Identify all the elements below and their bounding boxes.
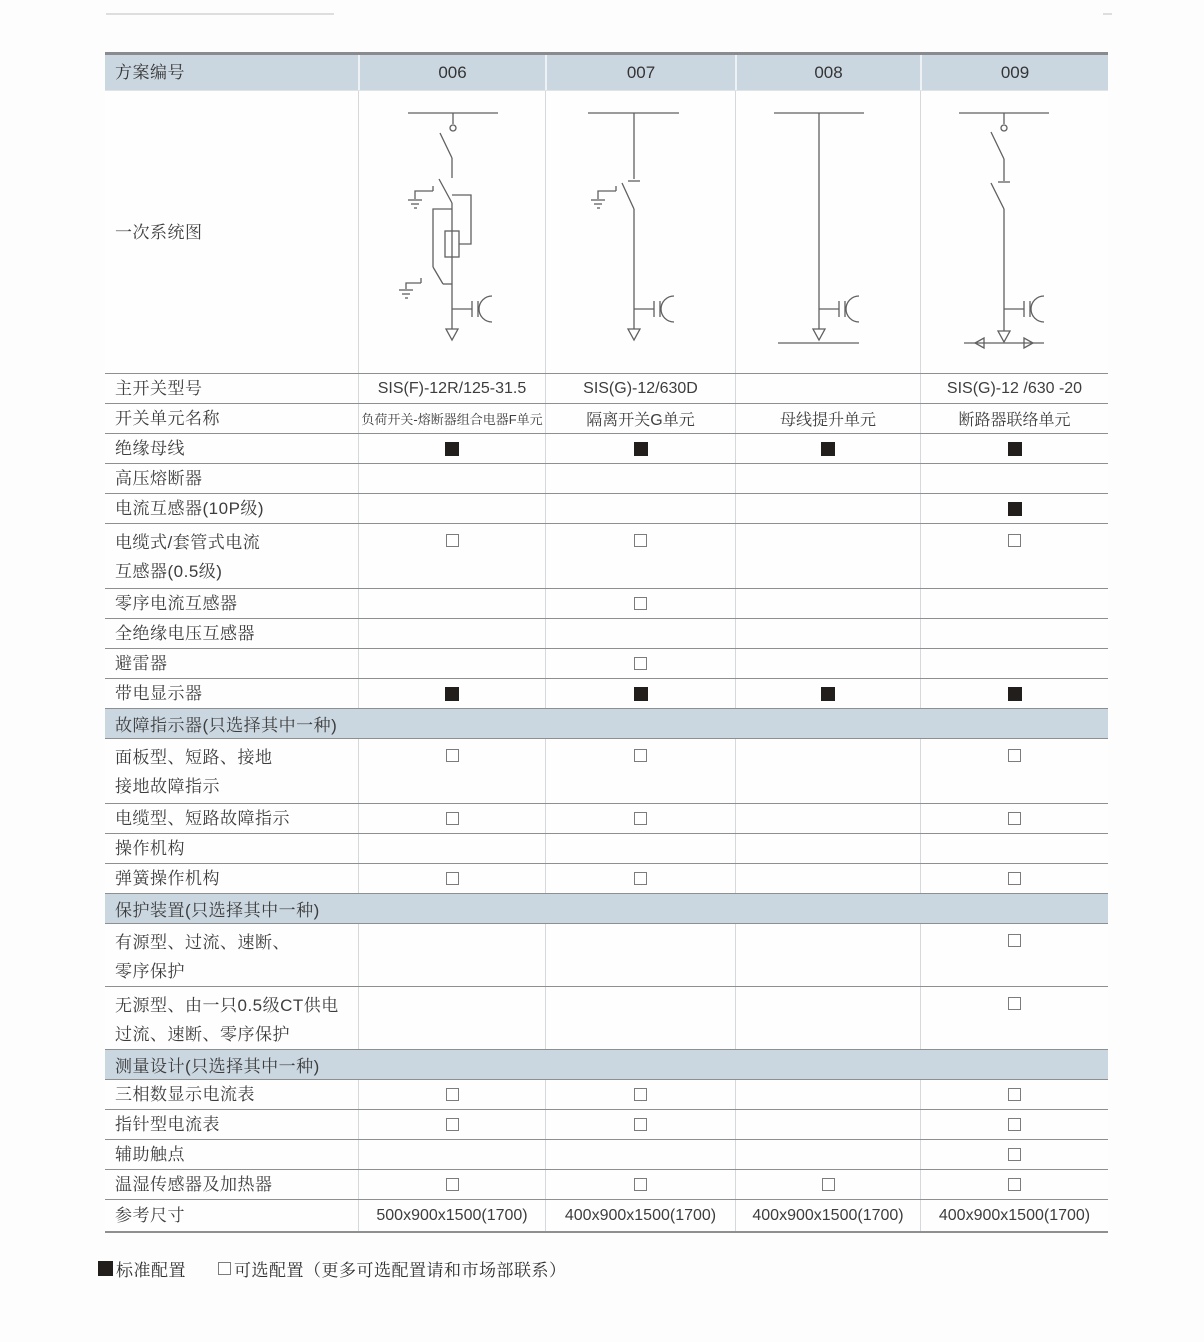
config-mark-optional [920, 1080, 1108, 1109]
row-label: 电缆式/套管式电流 互感器(0.5级) [115, 533, 261, 581]
config-cell-empty [545, 834, 735, 863]
config-mark-optional [545, 1080, 735, 1109]
table-row [105, 1109, 1108, 1139]
config-mark-optional [545, 1110, 735, 1139]
row-label: 温湿传感器及加热器 [115, 1175, 273, 1194]
config-mark-optional [545, 804, 735, 833]
config-mark-optional [920, 804, 1108, 833]
legend [98, 1256, 567, 1281]
spec-text-cell: SIS(G)-12/630D [545, 374, 735, 403]
table-body [105, 373, 1108, 1231]
legend-optional-label: 可选配置（更多可选配置请和市场部联系） [234, 1261, 567, 1280]
row-label: 无源型、由一只0.5级CT供电 过流、速断、零序保护 [115, 996, 339, 1044]
empty-square-icon [446, 1178, 459, 1191]
config-cell-empty [735, 494, 920, 523]
config-cell-empty [920, 834, 1108, 863]
config-mark-optional [545, 649, 735, 678]
scheme-number-header: 方案编号 [115, 63, 185, 82]
config-cell-empty [545, 619, 735, 648]
spec-text-cell: 400x900x1500(1700) [545, 1200, 735, 1231]
config-cell-empty [735, 864, 920, 893]
table-header-row [105, 52, 1108, 90]
single-line-diagram-row [105, 90, 1108, 373]
column-header-006: 006 [358, 55, 545, 90]
filled-square-icon [445, 687, 459, 701]
table-row [105, 1079, 1108, 1109]
config-mark-optional [545, 524, 735, 588]
filled-square-icon [1008, 502, 1022, 516]
filled-square-icon [634, 442, 648, 456]
empty-square-icon [634, 812, 647, 825]
row-label: 弹簧操作机构 [115, 869, 220, 888]
table-row [105, 493, 1108, 523]
config-mark-optional [920, 1110, 1108, 1139]
empty-square-icon [634, 1178, 647, 1191]
spec-text-cell: SIS(F)-12R/125-31.5 [358, 374, 545, 403]
spec-text-cell: 断路器联络单元 [920, 404, 1108, 433]
config-cell-empty [920, 649, 1108, 678]
row-label: 操作机构 [115, 839, 185, 858]
config-cell-empty [545, 464, 735, 493]
row-label: 带电显示器 [115, 684, 203, 703]
config-cell-empty [735, 804, 920, 833]
config-mark-optional [920, 524, 1108, 588]
empty-square-icon [1008, 934, 1021, 947]
legend-empty-square-icon [218, 1262, 231, 1275]
config-cell-empty [735, 834, 920, 863]
empty-square-icon [446, 1118, 459, 1131]
row-label: 参考尺寸 [115, 1206, 185, 1225]
empty-square-icon [634, 534, 647, 547]
config-mark-optional [358, 804, 545, 833]
config-mark-optional [920, 864, 1108, 893]
empty-square-icon [1008, 1148, 1021, 1161]
config-cell-empty [735, 1080, 920, 1109]
config-cell-empty [920, 619, 1108, 648]
config-cell-empty [545, 924, 735, 986]
config-mark-optional [920, 987, 1108, 1049]
table-row [105, 986, 1108, 1049]
config-mark-optional [358, 864, 545, 893]
empty-square-icon [1008, 997, 1021, 1010]
config-mark-optional [545, 739, 735, 803]
table-row [105, 403, 1108, 433]
config-cell-empty [735, 619, 920, 648]
config-cell-empty [735, 739, 920, 803]
spec-text-cell [735, 374, 920, 403]
spec-text-cell: 隔离开关G单元 [545, 404, 735, 433]
row-label: 绝缘母线 [115, 439, 185, 458]
config-mark-standard [358, 679, 545, 708]
config-mark-optional [735, 1170, 920, 1199]
config-mark-standard [920, 679, 1108, 708]
table-row [105, 1139, 1108, 1169]
spec-text-cell: 400x900x1500(1700) [920, 1200, 1108, 1231]
config-cell-empty [920, 589, 1108, 618]
row-label: 避雷器 [115, 654, 168, 673]
config-mark-optional [545, 1170, 735, 1199]
row-label: 有源型、过流、速断、 零序保护 [115, 933, 290, 981]
table-row [105, 738, 1108, 803]
config-mark-optional [920, 924, 1108, 986]
filled-square-icon [445, 442, 459, 456]
empty-square-icon [446, 872, 459, 885]
filled-square-icon [634, 687, 648, 701]
empty-square-icon [1008, 534, 1021, 547]
scan-artifact [1103, 13, 1112, 15]
config-mark-optional [920, 739, 1108, 803]
config-cell-empty [358, 987, 545, 1049]
empty-square-icon [634, 657, 647, 670]
config-mark-standard [920, 494, 1108, 523]
filled-square-icon [1008, 442, 1022, 456]
scan-artifact [106, 13, 334, 15]
section-header-label: 保护装置(只选择其中一种) [115, 901, 320, 920]
config-mark-standard [358, 434, 545, 463]
spec-text-cell: 母线提升单元 [735, 404, 920, 433]
row-label: 辅助触点 [115, 1145, 185, 1164]
diagram-008-bus-riser-unit [735, 91, 920, 373]
config-cell-empty [545, 494, 735, 523]
config-mark-standard [545, 434, 735, 463]
configuration-table [105, 52, 1108, 1233]
row-label: 面板型、短路、接地 接地故障指示 [115, 748, 273, 796]
config-cell-empty [735, 524, 920, 588]
config-cell-empty [735, 924, 920, 986]
config-mark-standard [920, 434, 1108, 463]
table-row [105, 618, 1108, 648]
row-label: 零序电流互感器 [115, 594, 238, 613]
config-cell-empty [358, 589, 545, 618]
empty-square-icon [634, 1088, 647, 1101]
empty-square-icon [822, 1178, 835, 1191]
empty-square-icon [446, 749, 459, 762]
spec-text-cell: 负荷开关-熔断器组合电器F单元 [358, 404, 545, 433]
row-label: 电缆型、短路故障指示 [115, 809, 290, 828]
table-row [105, 463, 1108, 493]
config-cell-empty [735, 1110, 920, 1139]
diagram-009-breaker-tie-unit [920, 91, 1108, 373]
section-header-label: 故障指示器(只选择其中一种) [115, 716, 338, 735]
empty-square-icon [634, 749, 647, 762]
filled-square-icon [821, 687, 835, 701]
column-header-007: 007 [545, 55, 735, 90]
empty-square-icon [1008, 1178, 1021, 1191]
empty-square-icon [634, 597, 647, 610]
empty-square-icon [1008, 1118, 1021, 1131]
table-row [105, 1169, 1108, 1199]
config-cell-empty [545, 1140, 735, 1169]
config-mark-optional [358, 524, 545, 588]
config-mark-optional [358, 1080, 545, 1109]
row-label: 开关单元名称 [115, 409, 220, 428]
section-header-label: 测量设计(只选择其中一种) [115, 1057, 320, 1076]
config-mark-optional [920, 1140, 1108, 1169]
table-row [105, 678, 1108, 708]
config-cell-empty [545, 987, 735, 1049]
config-cell-empty [358, 649, 545, 678]
spec-text-cell: 400x900x1500(1700) [735, 1200, 920, 1231]
config-cell-empty [358, 1140, 545, 1169]
config-cell-empty [735, 464, 920, 493]
spec-text-cell: SIS(G)-12 /630 -20 [920, 374, 1108, 403]
section-header-row [105, 708, 1108, 738]
section-header-row [105, 1049, 1108, 1079]
row-label: 指针型电流表 [115, 1115, 220, 1134]
row-label: 电流互感器(10P级) [115, 499, 265, 518]
config-cell-empty [358, 924, 545, 986]
config-mark-optional [545, 589, 735, 618]
legend-standard-label: 标准配置 [116, 1261, 186, 1280]
empty-square-icon [1008, 749, 1021, 762]
empty-square-icon [1008, 812, 1021, 825]
filled-square-icon [1008, 687, 1022, 701]
config-mark-optional [920, 1170, 1108, 1199]
empty-square-icon [446, 812, 459, 825]
config-cell-empty [358, 834, 545, 863]
diagram-007-disconnector-g-unit [545, 91, 735, 373]
table-row [105, 588, 1108, 618]
config-cell-empty [735, 649, 920, 678]
table-row [105, 923, 1108, 986]
diagram-006-load-switch-fuse-combination [358, 91, 545, 373]
config-mark-standard [735, 679, 920, 708]
empty-square-icon [634, 872, 647, 885]
config-mark-optional [545, 864, 735, 893]
config-mark-standard [735, 434, 920, 463]
section-header-row [105, 893, 1108, 923]
spec-text-cell: 500x900x1500(1700) [358, 1200, 545, 1231]
table-row [105, 1199, 1108, 1231]
table-row [105, 433, 1108, 463]
empty-square-icon [634, 1118, 647, 1131]
config-mark-optional [358, 1170, 545, 1199]
table-row [105, 523, 1108, 588]
config-cell-empty [735, 1140, 920, 1169]
table-row [105, 373, 1108, 403]
config-cell-empty [920, 464, 1108, 493]
table-row [105, 833, 1108, 863]
column-header-008: 008 [735, 55, 920, 90]
config-cell-empty [358, 464, 545, 493]
diagram-row-label: 一次系统图 [115, 222, 203, 242]
column-header-009: 009 [920, 55, 1108, 90]
config-mark-optional [358, 1110, 545, 1139]
config-cell-empty [358, 494, 545, 523]
row-label: 高压熔断器 [115, 469, 203, 488]
config-cell-empty [735, 987, 920, 1049]
row-label: 三相数显示电流表 [115, 1085, 255, 1104]
config-cell-empty [358, 619, 545, 648]
empty-square-icon [446, 1088, 459, 1101]
empty-square-icon [446, 534, 459, 547]
table-row [105, 863, 1108, 893]
empty-square-icon [1008, 872, 1021, 885]
config-cell-empty [735, 589, 920, 618]
table-row [105, 648, 1108, 678]
row-label: 主开关型号 [115, 379, 203, 398]
config-mark-standard [545, 679, 735, 708]
empty-square-icon [1008, 1088, 1021, 1101]
row-label: 全绝缘电压互感器 [115, 624, 255, 643]
config-mark-optional [358, 739, 545, 803]
legend-filled-square-icon [98, 1261, 113, 1276]
table-row [105, 803, 1108, 833]
filled-square-icon [821, 442, 835, 456]
